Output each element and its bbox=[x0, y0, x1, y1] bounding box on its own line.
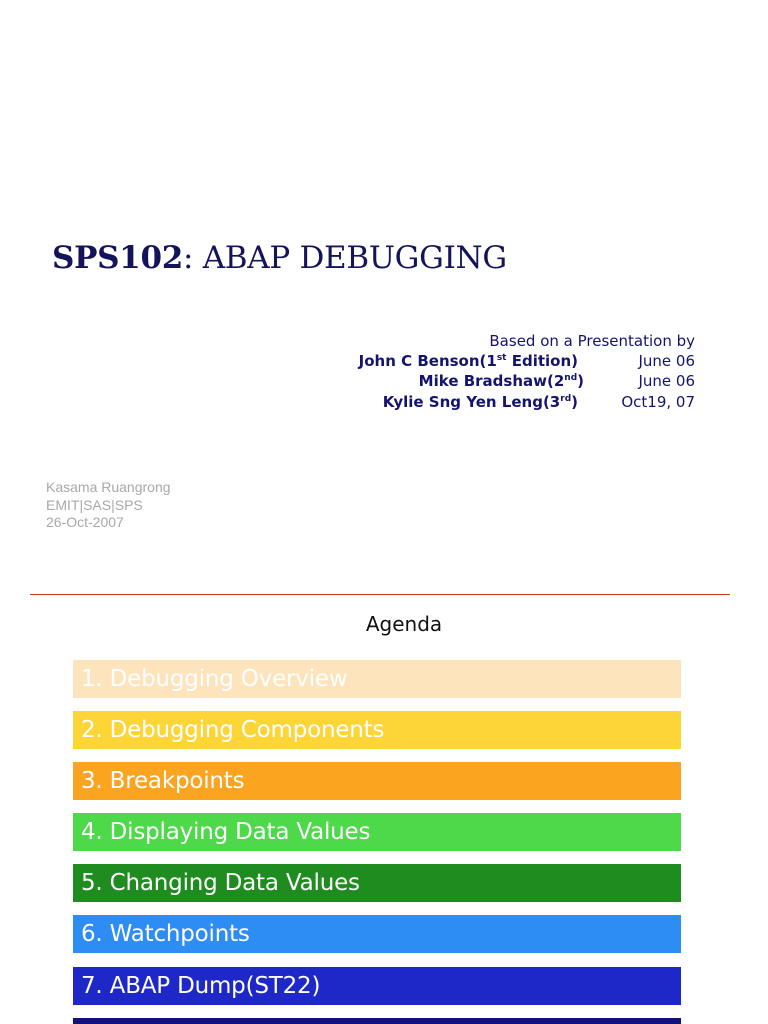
credit-name-text: Mike Bradshaw(2 bbox=[418, 372, 565, 390]
credit-name-1 bbox=[359, 351, 578, 371]
credit-date-1: June 06 bbox=[638, 352, 695, 370]
credit-ordinal: rd bbox=[560, 394, 572, 404]
credit-name-2 bbox=[419, 371, 584, 391]
presenter-date: 26-Oct-2007 bbox=[46, 514, 124, 530]
course-title: : ABAP DEBUGGING bbox=[183, 240, 507, 276]
slide-title bbox=[52, 240, 507, 276]
credit-ordinal: nd bbox=[564, 373, 578, 383]
presenter-org: EMIT|SAS|SPS bbox=[46, 496, 143, 513]
based-on-label: Based on a Presentation by bbox=[489, 332, 695, 350]
presenter-name: Kasama Ruangrong bbox=[46, 479, 171, 495]
credit-ordinal: st bbox=[496, 353, 507, 363]
agenda-item-debugging-components: 2. Debugging Components bbox=[73, 711, 681, 749]
credit-suffix: Edition) bbox=[506, 352, 578, 370]
credit-date-3: Oct19, 07 bbox=[621, 393, 695, 411]
agenda-item-changing-data-values: 5. Changing Data Values bbox=[73, 864, 681, 902]
slide-divider bbox=[30, 594, 730, 595]
presenter-block bbox=[46, 479, 171, 532]
agenda-item-displaying-data-values: 4. Displaying Data Values bbox=[73, 813, 681, 851]
agenda-item-breakpoints: 3. Breakpoints bbox=[73, 762, 681, 800]
credit-name-3 bbox=[383, 392, 578, 412]
agenda-item-abap-dump: 7. ABAP Dump(ST22) bbox=[73, 967, 681, 1005]
agenda-item-cut-off bbox=[73, 1018, 681, 1024]
credit-name-text: Kylie Sng Yen Leng(3 bbox=[382, 393, 561, 411]
course-code: SPS102 bbox=[52, 240, 183, 276]
credit-suffix: ) bbox=[577, 372, 584, 390]
credit-name-text: John C Benson(1 bbox=[358, 352, 497, 370]
credit-date-2: June 06 bbox=[638, 372, 695, 390]
agenda-title: Agenda bbox=[365, 612, 443, 636]
agenda-item-debugging-overview: 1. Debugging Overview bbox=[73, 660, 681, 698]
credit-suffix: ) bbox=[571, 393, 578, 411]
agenda-item-watchpoints: 6. Watchpoints bbox=[73, 915, 681, 953]
